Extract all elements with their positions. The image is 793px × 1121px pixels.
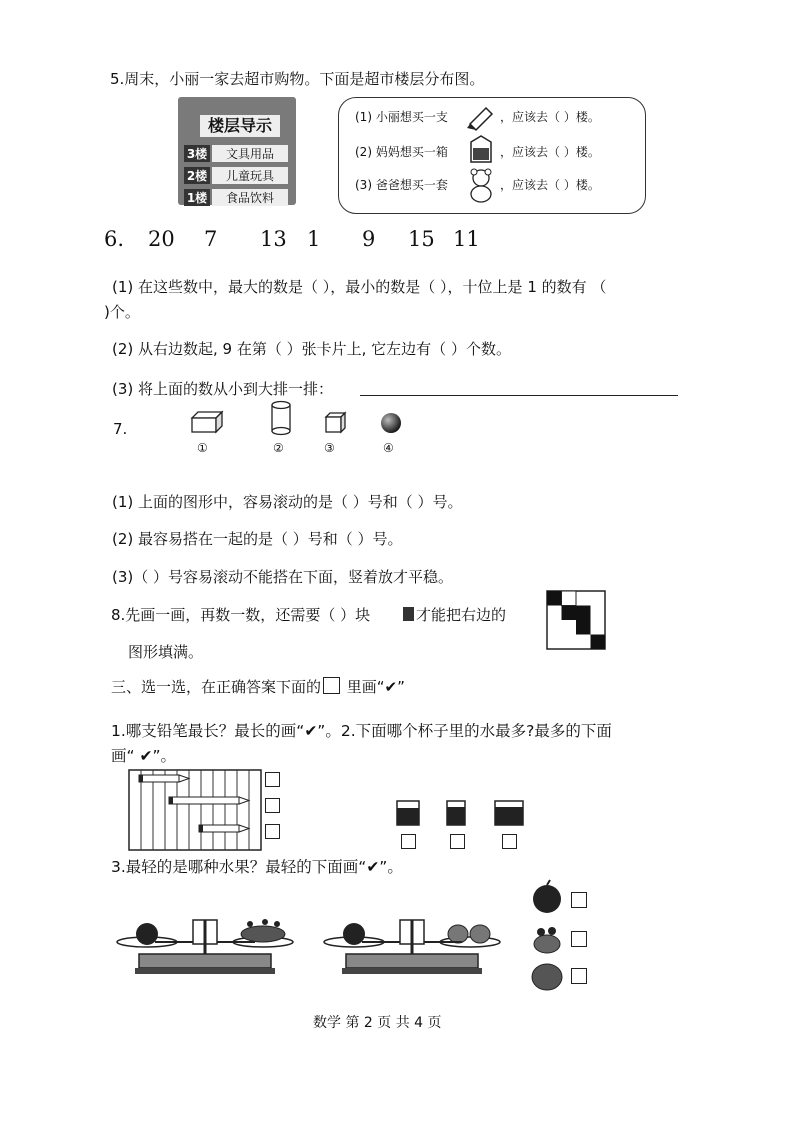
q5-row-1-prefix: (1) 小丽想买一支: [355, 110, 448, 124]
shape-label: ②: [273, 441, 284, 455]
floor-name: 儿童玩具: [212, 167, 288, 184]
q6-number: 15: [408, 227, 435, 251]
floor-row-2: [184, 165, 290, 183]
q7-line-1: (1) 上面的图形中，容易滚动的是（ ）号和（ ）号。: [112, 493, 463, 511]
q5-row-3-suffix: ，应该去（ ）楼。: [500, 178, 600, 192]
pencil-medium-icon: [199, 825, 249, 832]
cylinder-icon: [270, 401, 292, 435]
q6-number: 9: [362, 227, 376, 251]
filled-square-icon: [403, 607, 414, 621]
pencil-answer-box-3[interactable]: [265, 824, 280, 839]
q8-line-1a: 8.先画一画，再数一数，还需要（ ）块: [111, 606, 371, 624]
pencil-icon: [466, 104, 494, 128]
floor-name: 食品饮料: [212, 189, 288, 206]
q6-line-2: (2) 从右边数起, 9 在第（ ）张卡片上, 它左边有（ ）个数。: [112, 340, 511, 358]
page-footer: 数学 第 2 页 共 4 页: [313, 1015, 442, 1031]
q8-line-1b: 才能把右边的: [416, 606, 507, 624]
cuboid-icon: [190, 410, 224, 434]
cup-answer-box-2[interactable]: [450, 834, 465, 849]
cube-icon: [324, 411, 348, 433]
tiling-figure: [546, 590, 606, 650]
milk-box-icon: [468, 134, 494, 164]
floor-number: 2楼: [184, 167, 210, 184]
cup-answer-box-3[interactable]: [502, 834, 517, 849]
floor-sign-title: 楼层导示: [200, 115, 280, 137]
pencil-grid-figure: [129, 770, 261, 850]
q5-row-3-prefix: (3) 爸爸想买一套: [355, 178, 448, 192]
q6-line-1: (1) 在这些数中，最大的数是（ ），最小的数是（ ），十位上是 1 的数有 （: [112, 278, 607, 296]
shape-label: ④: [383, 441, 394, 455]
section-3-title-a: 三、选一选，在正确答案下面的: [111, 678, 322, 696]
q7-label: 7.: [113, 420, 128, 438]
q5-row-2-prefix: (2) 妈妈想买一箱: [355, 145, 448, 159]
toy-bear-icon: [466, 168, 496, 204]
q6-number: 1: [307, 227, 321, 251]
cup-1-icon: [396, 800, 420, 826]
apple-icon: [530, 882, 564, 914]
q6-label: 6.: [104, 227, 125, 251]
q6-number: 20: [148, 227, 175, 251]
cup-2-icon: [446, 800, 466, 826]
s3-q3-text: 3.最轻的是哪种水果？最轻的下面画“✔”。: [111, 858, 403, 876]
s3-q1-text2: 画“ ✔”。: [111, 747, 176, 765]
s3-q1-text: 1.哪支铅笔最长？最长的画“✔”。2.下面哪个杯子里的水最多?最多的下面: [111, 722, 612, 740]
floor-directory-sign: [178, 97, 296, 205]
peach-icon: [530, 960, 564, 992]
fruit-answer-box-1[interactable]: [571, 892, 587, 908]
q8-line-2: 图形填满。: [128, 643, 204, 661]
cherries-icon: [532, 922, 562, 954]
pencil-long-icon: [169, 797, 249, 804]
floor-row-1: [184, 187, 290, 205]
q7-line-2: (2) 最容易搭在一起的是（ ）号和（ ）号。: [112, 530, 403, 548]
q5-intro: 5.周末，小丽一家去超市购物。下面是超市楼层分布图。: [110, 70, 485, 88]
fruit-answer-box-3[interactable]: [571, 968, 587, 984]
section-3-title-b: 里画“✔”: [342, 678, 405, 696]
floor-row-3: [184, 143, 290, 161]
q6-number: 11: [453, 227, 480, 251]
q5-row-1-suffix: ，应该去（ ）楼。: [500, 110, 600, 124]
pencil-answer-box-2[interactable]: [265, 798, 280, 813]
floor-number: 1楼: [184, 189, 210, 206]
balance-scale-2: [322, 910, 502, 988]
q6-line-1b: )个。: [104, 303, 140, 321]
q5-row-2-suffix: ，应该去（ ）楼。: [500, 145, 600, 159]
shape-label: ③: [324, 441, 335, 455]
q7-line-3: (3)（ ）号容易滚动不能搭在下面，竖着放才平稳。: [112, 568, 454, 586]
fruit-answer-box-2[interactable]: [571, 931, 587, 947]
q6-number: 7: [204, 227, 218, 251]
answer-box-icon: [323, 677, 340, 694]
section-3-title: [111, 677, 405, 696]
balance-scale-1: [115, 910, 295, 988]
floor-number: 3楼: [184, 145, 210, 162]
cup-3-icon: [494, 800, 524, 826]
sphere-icon: [380, 412, 402, 434]
q6-line-3: (3) 将上面的数从小到大排一排：: [112, 380, 334, 398]
shape-label: ①: [197, 441, 208, 455]
cup-answer-box-1[interactable]: [401, 834, 416, 849]
q6-answer-line[interactable]: [360, 395, 678, 396]
floor-name: 文具用品: [212, 145, 288, 162]
pencil-short-icon: [139, 775, 189, 782]
q6-number: 13: [260, 227, 287, 251]
pencil-answer-box-1[interactable]: [265, 772, 280, 787]
